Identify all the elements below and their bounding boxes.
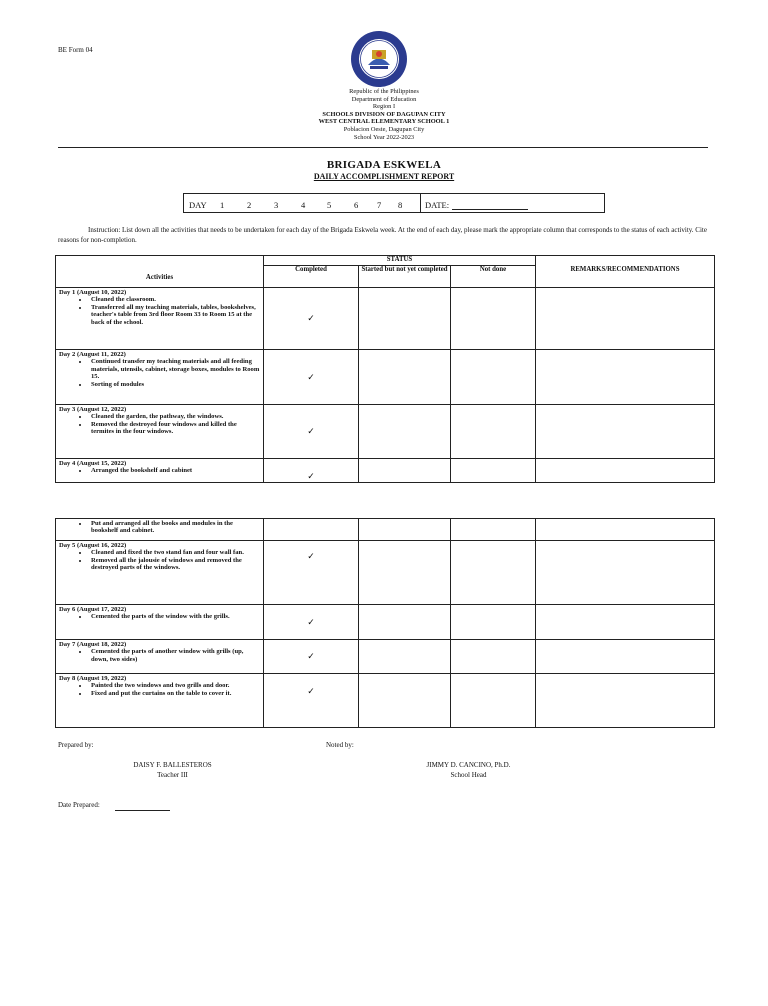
letterhead [234, 88, 534, 141]
status-header: STATUS [264, 256, 536, 266]
header-divider [58, 147, 708, 148]
activity-item: • Cleaned the garden, the pathway, the windows. [89, 413, 261, 420]
remarks-cell [536, 459, 715, 483]
activity-item: • Cleaned the classroom. [89, 296, 261, 303]
not-done-cell [451, 519, 536, 541]
started-cell [359, 605, 451, 640]
not-done-cell [451, 288, 536, 350]
started-cell [359, 459, 451, 483]
day-number: 5 [327, 200, 332, 210]
activity-item: • Arranged the bookshelf and cabinet [89, 467, 261, 474]
day-number: 3 [274, 200, 279, 210]
activity-cell [56, 640, 264, 674]
activity-cell [56, 674, 264, 728]
completed-check: ✓ [264, 288, 359, 350]
day-label: DAY [189, 200, 207, 210]
form-number: BE Form 04 [58, 46, 93, 54]
activity-item: • Painted the two windows and two grills and door. [89, 682, 261, 689]
completed-check: ✓ [264, 350, 359, 405]
activity-cell [56, 605, 264, 640]
not-done-cell [451, 674, 536, 728]
not-done-cell [451, 405, 536, 459]
table-row [56, 605, 715, 640]
not-done-cell [451, 350, 536, 405]
table-row [56, 405, 715, 459]
remarks-cell [536, 605, 715, 640]
completed-check: ✓ [264, 405, 359, 459]
completed-check: ✓ [264, 605, 359, 640]
day-number: 4 [301, 200, 306, 210]
date-prepared-line [115, 810, 170, 811]
activity-cell [56, 405, 264, 459]
prepared-by-label: Prepared by: [58, 741, 94, 749]
started-cell [359, 288, 451, 350]
day-date-separator [420, 194, 421, 212]
header-line-3: Region I [372, 103, 396, 111]
activity-item: • Fixed and put the curtains on the table to cover it. [89, 690, 261, 697]
activity-item: • Cleaned and fixed the two stand fan and four wall fan. [89, 549, 261, 556]
day-label: Day 7 (August 18, 2022) [59, 641, 127, 648]
activity-cell [56, 459, 264, 483]
table-row [56, 459, 715, 483]
remarks-cell [536, 674, 715, 728]
accomplishment-table-1 [55, 255, 715, 483]
date-prepared-label: Date Prepared: [58, 801, 100, 809]
day-number: 1 [220, 200, 225, 210]
completed-cell [264, 519, 359, 541]
table-row [56, 288, 715, 350]
not-done-header: Not done [451, 266, 536, 288]
day-number: 2 [247, 200, 252, 210]
activity-item: • Cemented the parts of another window with grills (up, down, two sides) [89, 648, 261, 663]
deped-seal-logo [350, 30, 408, 88]
school-address: Poblacion Oeste, Dagupan City [343, 125, 425, 133]
day-label: Day 4 (August 15, 2022) [59, 460, 127, 467]
day-number: 7 [377, 200, 382, 210]
activity-cell [56, 519, 264, 541]
started-cell [359, 405, 451, 459]
preparer-name: DAISY F. BALLESTEROS [133, 761, 212, 769]
table-row [56, 519, 715, 541]
started-header: Started but not yet completed [359, 266, 451, 288]
report-title: BRIGADA ESKWELA [326, 159, 442, 171]
not-done-cell [451, 640, 536, 674]
not-done-cell [451, 605, 536, 640]
preparer-title: Teacher III [157, 771, 188, 779]
header-line-1: Republic of the Philippines [349, 88, 419, 95]
date-blank-line [452, 209, 528, 210]
not-done-cell [451, 541, 536, 605]
activity-cell [56, 541, 264, 605]
started-cell [359, 541, 451, 605]
school-year: School Year 2022-2023 [353, 133, 415, 141]
started-cell [359, 350, 451, 405]
day-number: 6 [354, 200, 359, 210]
completed-check: ✓ [264, 459, 359, 483]
activity-item: • Put and arranged all the books and modules in the bookshelf and cabinet. [89, 520, 261, 535]
activity-cell [56, 288, 264, 350]
remarks-cell [536, 350, 715, 405]
remarks-cell [536, 541, 715, 605]
date-label: DATE: [425, 200, 450, 210]
activity-item: • Continued transfer my teaching materials and all feeding materials, utensils, cabinet, storage boxes, modules to Room 15. [89, 358, 261, 380]
table-row [56, 640, 715, 674]
completed-check: ✓ [264, 674, 359, 728]
remarks-cell [536, 519, 715, 541]
remarks-cell [536, 405, 715, 459]
day-label: Day 3 (August 12, 2022) [59, 406, 127, 413]
table-row [56, 541, 715, 605]
day-label: Day 1 (August 10, 2022) [59, 289, 127, 296]
activity-item: • Removed the destroyed four windows and killed the termites in the four windows. [89, 421, 261, 436]
activity-item: • Cemented the parts of the window with the grills. [89, 613, 261, 620]
instruction-text: Instruction: List down all the activities that needs to be undertaken for each day of the Brigada Eskwela week. At the end of each day, please mark the appropriate column that corresponds to the status of each activity. Cite reasons for non-completion. [58, 226, 707, 244]
day-label: Day 8 (August 19, 2022) [59, 675, 127, 682]
report-subtitle: DAILY ACCOMPLISHMENT REPORT [313, 172, 455, 181]
header-line-2: Department of Education [351, 95, 417, 103]
started-cell [359, 674, 451, 728]
table-row [56, 350, 715, 405]
completed-check: ✓ [264, 541, 359, 605]
school-name: WEST CENTRAL ELEMENTARY SCHOOL 1 [318, 118, 450, 126]
remarks-header: REMARKS/RECOMMENDATIONS [536, 256, 715, 288]
started-cell [359, 640, 451, 674]
day-label: Day 2 (August 11, 2022) [59, 351, 126, 358]
noted-by-label: Noted by: [326, 741, 354, 749]
table-row [56, 674, 715, 728]
day-date-box [183, 193, 605, 213]
activity-cell [56, 350, 264, 405]
day-number: 8 [398, 200, 403, 210]
completed-header: Completed [264, 266, 359, 288]
remarks-cell [536, 640, 715, 674]
accomplishment-table-2 [55, 518, 715, 728]
completed-check: ✓ [264, 640, 359, 674]
noter-name: JIMMY D. CANCINO, Ph.D. [426, 761, 511, 769]
activity-item: • Removed all the jalousie of windows and removed the destroyed parts of the windows. [89, 557, 261, 572]
activity-item: • Sorting of modules [89, 381, 261, 388]
remarks-cell [536, 288, 715, 350]
day-label: Day 6 (August 17, 2022) [59, 606, 127, 613]
not-done-cell [451, 459, 536, 483]
activity-item: • Transferred all my teaching materials, tables, bookshelves, teacher's table from 3rd floor Room 33 to Room 15 at the back of the school. [89, 304, 261, 326]
activities-header: Activities [56, 256, 264, 288]
day-label: Day 5 (August 16, 2022) [59, 542, 127, 549]
started-cell [359, 519, 451, 541]
noter-title: School Head [450, 771, 487, 779]
division-name: SCHOOLS DIVISION OF DAGUPAN CITY [322, 110, 446, 118]
